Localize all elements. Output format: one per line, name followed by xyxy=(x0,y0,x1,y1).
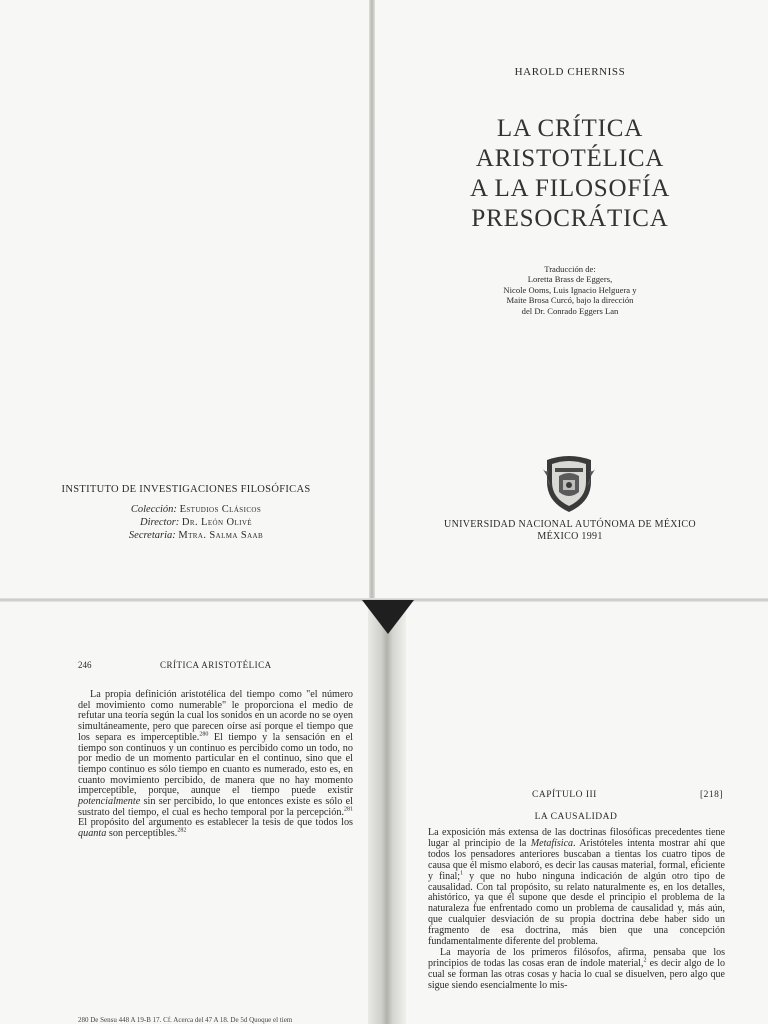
translation-line: Nicole Ooms, Luis Ignacio Helguera y xyxy=(503,284,637,295)
text-run: es decir algo de lo cual se forman las otras cosas y hacia lo cual se disuelven, pero algo que sigue siendo esencialmente lo mis- xyxy=(428,957,725,991)
director-row xyxy=(0,516,372,529)
title-line: PRESOCRÁTICA xyxy=(471,205,669,232)
emphasis: potencialmente xyxy=(78,796,141,808)
institute-name: INSTITUTO DE INVESTIGACIONES FILOSÓFICAS xyxy=(61,484,311,495)
footnote-marker: 280 xyxy=(199,731,209,738)
text-run: . Aristóteles intenta mostrar ahí que todos los pensadores anteriores buscaban a tientas los cuatro tipos de causa que él mismo elaboró, es decir las causas material, formal, eficiente y final; xyxy=(428,837,726,882)
body-paragraph xyxy=(78,690,353,840)
book-title xyxy=(372,114,768,234)
text-run: sin ser percibido, lo que entonces existe es sólo el sustrato del tiempo, el cual es hecho temporal por la percepción. xyxy=(78,796,353,818)
text-run: y que no hubo ninguna indicación de algún otro tipo de causalidad. Con tal propósito, su relato naturalmente es, en los detalles, ahistórico, ya que él supone que desde el principio el problema de la naturaleza fue enfrentado como un problema de causalidad y, más aún, que cualquier desviación de su propia doctrina debe haber sido un fragmento de esa doctrina, más bien que una concepción fundamentalmente diferente del problema. xyxy=(428,870,725,948)
footnote-marker: 281 xyxy=(344,806,353,813)
text-run: La propia definición aristotélica del tiempo como "el número del movimiento como numerable" le proporciona el medio de refutar una teoría según la cual los sonidos en un acorde no se oyen simultáneamente, pero que parecen oírse así porque el tiempo que los separa es imperceptible. xyxy=(78,689,353,743)
text-run: son perceptibles. xyxy=(106,828,178,840)
publisher-block xyxy=(372,519,768,543)
university-seal-icon xyxy=(539,452,599,514)
translation-line: Maite Brosa Curcó, bajo la dirección xyxy=(506,295,634,306)
title-line: LA CRÍTICA xyxy=(496,115,644,142)
title-line: ARISTOTÉLICA xyxy=(475,145,665,172)
director-value: Dr. León Olivé xyxy=(181,517,252,528)
place-year: MÉXICO 1991 xyxy=(537,531,603,542)
emphasis: quanta xyxy=(78,828,107,840)
body-paragraph xyxy=(428,948,725,992)
collection-label: Colección: xyxy=(130,504,177,515)
text-run: El tiempo y la sensación en el tiempo son continuos y un continuo es percibido como un todo, no por medio de un momento particular en el continuo, sino que el tiempo continuo es sólo tiempo en cuanto es numerado, esto es, en cuanto movimiento percibido, de manera que no hay momento imperceptible, porque, aunque el tiempo puede existir xyxy=(78,731,353,797)
collection-value: Estudios Clásicos xyxy=(179,504,262,515)
body-paragraph xyxy=(428,828,725,948)
translation-credits xyxy=(372,264,768,316)
translation-line: Traducción de: xyxy=(544,264,596,274)
page-reference: [218] xyxy=(700,790,724,800)
director-label: Director: xyxy=(140,517,180,528)
translation-line: Loretta Brass de Eggers, xyxy=(527,274,613,285)
text-run: El propósito del argumento es establecer la tesis de que todos los xyxy=(78,817,353,829)
chapter-body xyxy=(428,828,725,992)
secretary-row xyxy=(0,529,372,542)
page-number: 246 xyxy=(78,660,92,670)
emphasis: Metafísica xyxy=(530,837,574,849)
secretary-value: Mtra. Salma Saab xyxy=(178,530,264,541)
secretary-label: Secretaria: xyxy=(128,530,176,541)
title-line: A LA FILOSOFÍA xyxy=(469,175,671,202)
footnote-marker: 1 xyxy=(460,870,464,877)
publisher-name: UNIVERSIDAD NACIONAL AUTÓNOMA DE MÉXICO xyxy=(444,519,696,530)
chapter-label: CAPÍTULO III xyxy=(532,790,597,800)
footnote-marker: 282 xyxy=(177,827,187,834)
collection-row xyxy=(0,503,372,516)
footnote-fragment: 280 De Sensu 448 A 19-B 17. Cf. Acerca del 47 A 18. De 5d Quoque el tiem xyxy=(78,1016,293,1024)
footnote-marker: 2 xyxy=(643,957,647,964)
text-run: La mayoría de los primeros filósofos, afirma, pensaba que los principios de todas las cosas eran de índole material, xyxy=(428,946,725,969)
text-run: La exposición más extensa de las doctrinas filosóficas precedentes tiene lugar al principio de la xyxy=(428,827,725,849)
running-title: CRÍTICA ARISTOTÉLICA xyxy=(160,660,272,670)
author-name: HAROLD CHERNISS xyxy=(514,66,626,78)
translation-line: del Dr. Conrado Eggers Lan xyxy=(521,305,619,316)
section-title: LA CAUSALIDAD xyxy=(534,812,618,822)
collection-credits xyxy=(0,503,372,542)
spine-notch xyxy=(362,600,414,634)
